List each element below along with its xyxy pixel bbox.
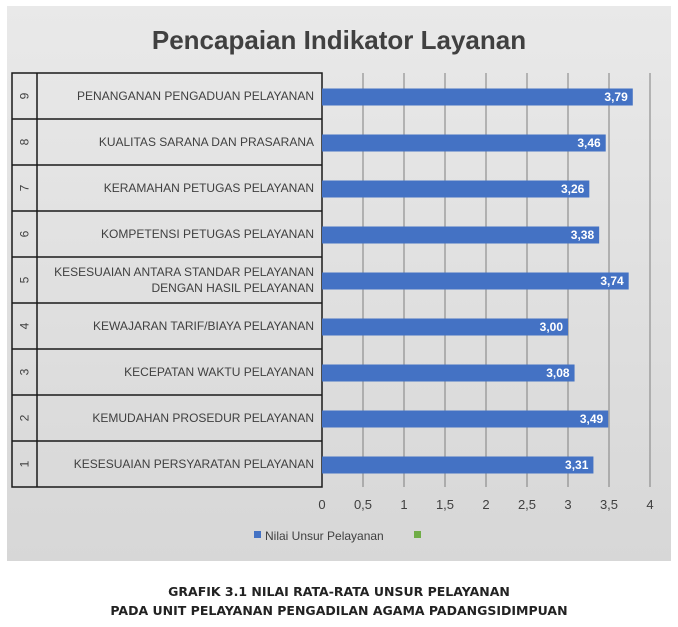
legend bbox=[254, 529, 421, 543]
x-tick-label: 1,5 bbox=[435, 497, 455, 512]
bar-value-label: 3,38 bbox=[570, 228, 595, 242]
bar bbox=[322, 319, 568, 336]
x-tick-label: 0 bbox=[318, 497, 326, 512]
category-number: 4 bbox=[17, 322, 32, 330]
bar bbox=[322, 227, 599, 244]
legend-swatch-series-2 bbox=[414, 531, 421, 538]
category-label: DENGAN HASIL PELAYANAN bbox=[151, 281, 314, 295]
category-label: KOMPETENSI PETUGAS PELAYANAN bbox=[101, 227, 314, 241]
bar bbox=[322, 135, 606, 152]
bar-value-label: 3,79 bbox=[604, 90, 628, 104]
x-axis-ticks bbox=[318, 497, 653, 512]
category-number: 5 bbox=[17, 276, 32, 284]
category-label: KESESUAIAN ANTARA STANDAR PELAYANAN bbox=[54, 265, 314, 279]
category-label: KEMUDAHAN PROSEDUR PELAYANAN bbox=[92, 411, 314, 425]
legend-label-series-1: Nilai Unsur Pelayanan bbox=[265, 529, 384, 543]
category-number: 8 bbox=[17, 138, 32, 146]
category-number: 3 bbox=[17, 368, 32, 376]
category-number: 6 bbox=[17, 230, 32, 238]
x-tick-label: 1 bbox=[400, 497, 408, 512]
category-label: KUALITAS SARANA DAN PRASARANA bbox=[98, 135, 314, 149]
category-label: KEWAJARAN TARIF/BIAYA PELAYANAN bbox=[93, 319, 314, 333]
x-tick-label: 4 bbox=[646, 497, 654, 512]
bar bbox=[322, 411, 608, 428]
category-label: PENANGANAN PENGADUAN PELAYANAN bbox=[77, 89, 314, 103]
bar-value-label: 3,74 bbox=[600, 274, 624, 288]
category-number: 1 bbox=[17, 460, 32, 468]
x-tick-label: 3,5 bbox=[599, 497, 619, 512]
bar-chart bbox=[7, 6, 671, 561]
bar bbox=[322, 457, 593, 474]
category-number: 7 bbox=[17, 184, 32, 192]
category-label: KERAMAHAN PETUGAS PELAYANAN bbox=[103, 181, 314, 195]
chart-area bbox=[7, 6, 671, 561]
category-number: 2 bbox=[17, 414, 32, 422]
figure-caption-line-1: GRAFIK 3.1 NILAI RATA-RATA UNSUR PELAYANAN bbox=[168, 584, 510, 599]
chart-title: Pencapaian Indikator Layanan bbox=[151, 25, 527, 55]
x-tick-label: 0,5 bbox=[353, 497, 373, 512]
bar-value-label: 3,46 bbox=[577, 136, 601, 150]
x-tick-label: 2 bbox=[482, 497, 490, 512]
bar-value-label: 3,00 bbox=[539, 320, 563, 334]
bar-value-label: 3,08 bbox=[546, 366, 570, 380]
bars bbox=[322, 89, 633, 474]
bar bbox=[322, 89, 633, 106]
bar bbox=[322, 273, 629, 290]
bar-value-label: 3,26 bbox=[560, 182, 585, 196]
x-tick-label: 2,5 bbox=[517, 497, 537, 512]
category-label: KESESUAIAN PERSYARATAN PELAYANAN bbox=[73, 457, 314, 471]
bar-value-label: 3,31 bbox=[565, 458, 589, 472]
category-label: KECEPATAN WAKTU PELAYANAN bbox=[124, 365, 314, 379]
bar bbox=[322, 181, 589, 198]
bar-value-label: 3,49 bbox=[579, 412, 604, 426]
category-table bbox=[12, 73, 322, 487]
category-number: 9 bbox=[17, 92, 32, 100]
figure-caption-line-2: PADA UNIT PELAYANAN PENGADILAN AGAMA PADANGSIDIMPUAN bbox=[110, 603, 568, 618]
x-tick-label: 3 bbox=[564, 497, 572, 512]
bar bbox=[322, 365, 575, 382]
legend-swatch-series-1 bbox=[254, 531, 261, 538]
